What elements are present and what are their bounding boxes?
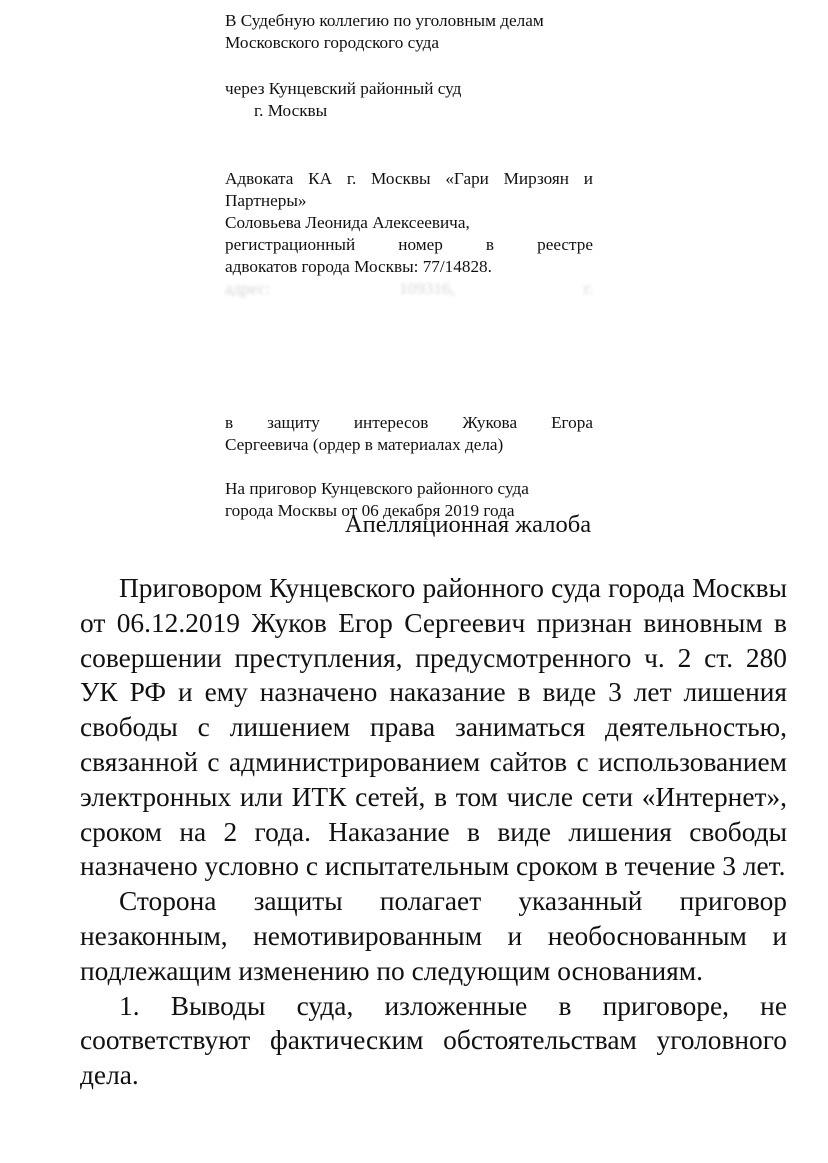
advocate-line-2: Партнеры» [225,191,307,210]
redacted-address-line: адрес: 109316, г. [225,279,593,298]
document-body [80,571,787,1093]
court-line-2: Московского городского суда [225,33,439,52]
advocate-line-3: Соловьева Леонида Алексеевича, [225,213,470,232]
body-paragraph-3: 1. Выводы суда, изложенные в приговоре, не соответствуют фактическим обстоятельствам уголовного дела. [80,990,787,1091]
via-court-line-1: через Кунцевский районный суд [225,79,462,98]
court-line-1: В Судебную коллегию по уголовным делам [225,11,544,30]
addressee-block [225,10,593,522]
body-paragraph-1: Приговором Кунцевского районного суда города Москвы от 06.12.2019 Жуков Егор Сергеевич признан виновным в совершении преступления, предусмотренного ч. 2 ст. 280 УК РФ и ему назначено наказание в виде 3 лет лишения свободы с лишением права заниматься деятельностью, связанной с администрированием сайтов с использованием электронных или ИТК сетей, в том числе сети «Интернет», сроком на 2 года. Наказание в виде лишения свободы назначено условно с испытательным сроком в течение 3 лет. [80,573,787,882]
advocate-line-4: регистрационный номер в реестре [225,235,593,254]
appeal-subject-line-1: На приговор Кунцевского районного суда [225,479,529,498]
via-court-line-2: г. Москвы [254,101,328,120]
appeal-subject-line-2: города Москвы от 06 декабря 2019 года [225,501,515,520]
defense-line-1: в защиту интересов Жукова Егора [225,413,593,432]
advocate-line-5: адвокатов города Москвы: 77/14828. [225,257,492,276]
advocate-line-1: Адвоката КА г. Москвы «Гари Мирзоян и [225,169,593,188]
defense-line-2: Сергеевича (ордер в материалах дела) [225,435,504,454]
document-title: Апелляционная жалоба [344,511,592,538]
body-paragraph-2: Сторона защиты полагает указанный приговор незаконным, немотивированным и необоснованным и подлежащим изменению по следующим основаниям. [80,886,787,986]
